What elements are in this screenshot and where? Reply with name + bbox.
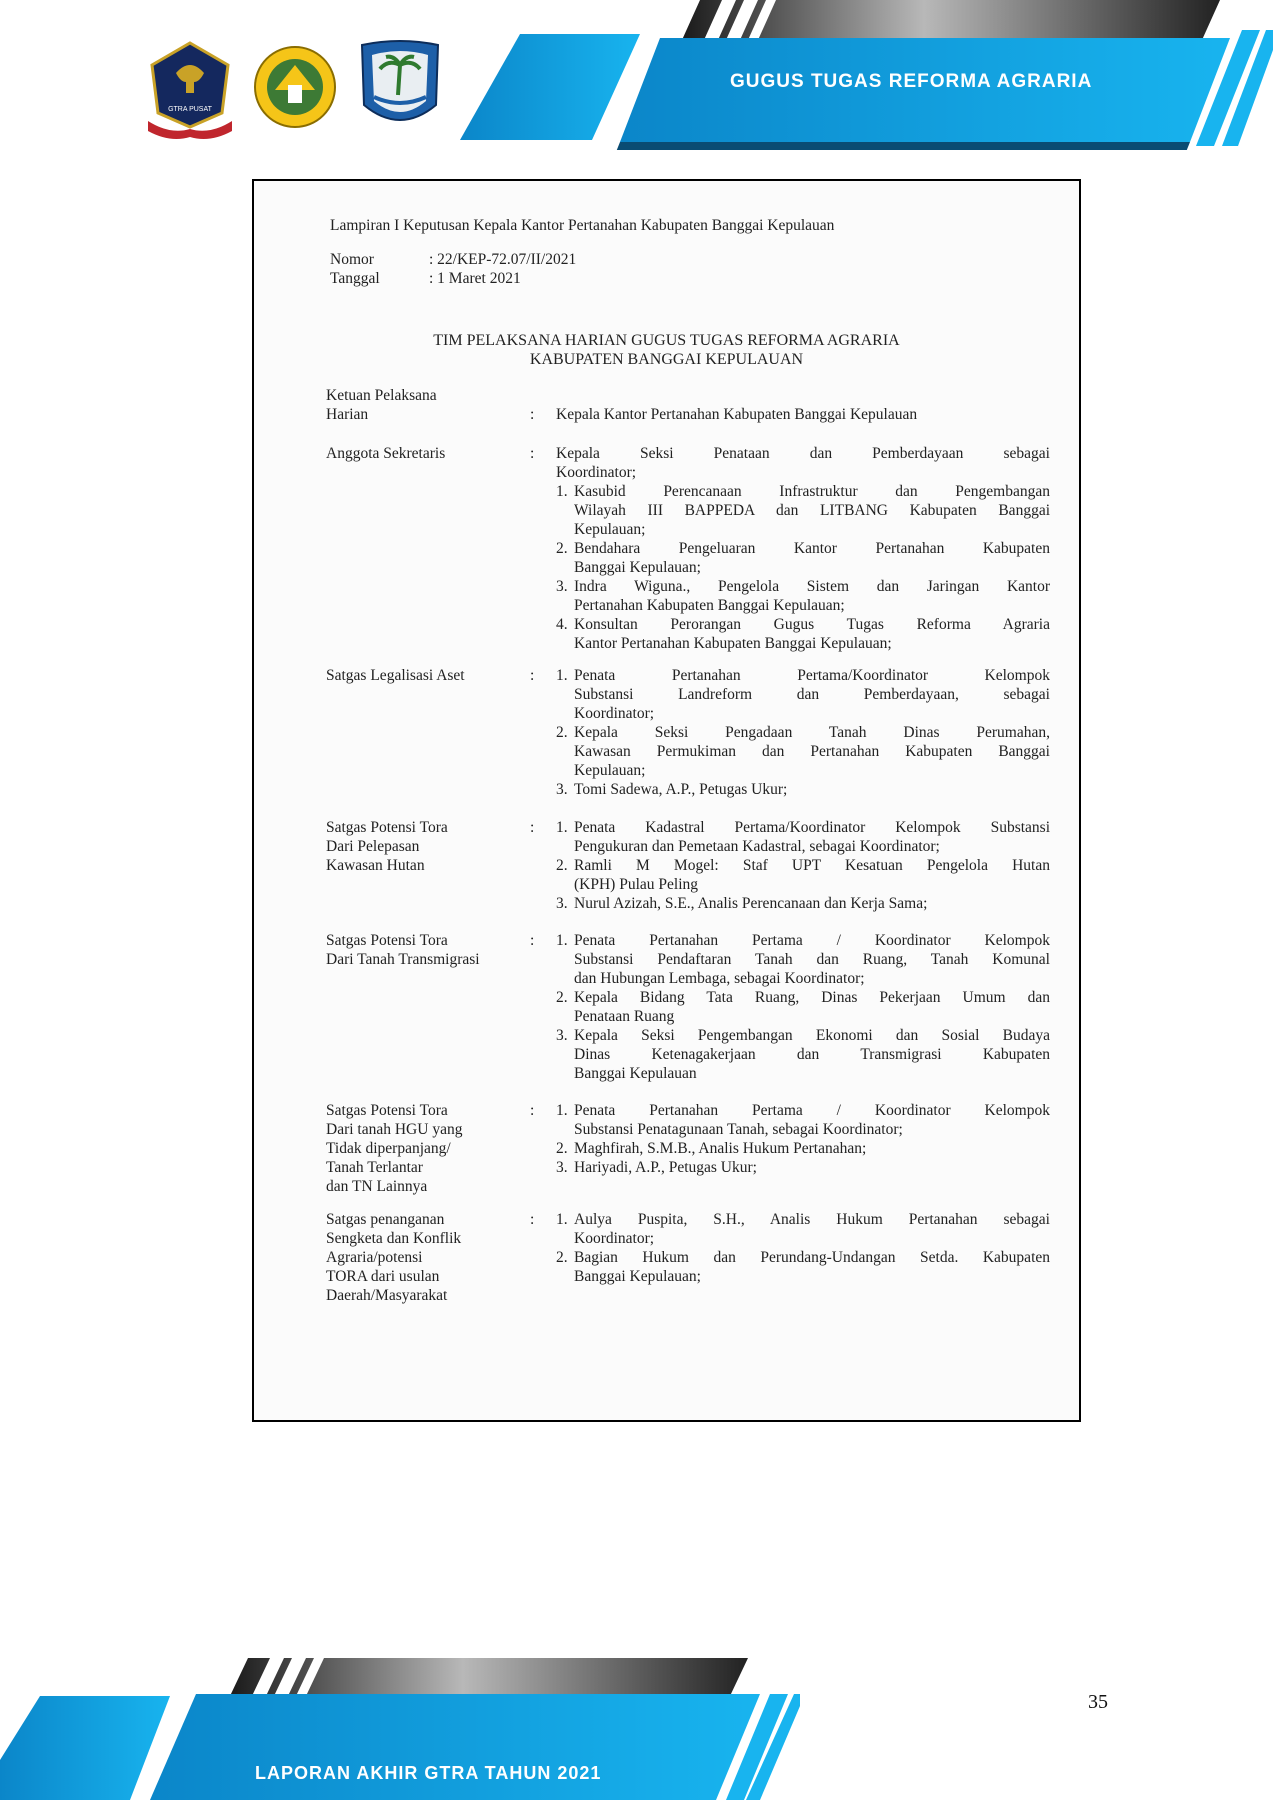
item-text: dan Hubungan Lembaga, sebagai Koordinator; — [574, 970, 865, 987]
section-label: Kawasan Hutan — [326, 857, 425, 874]
meta-label: Nomor — [330, 251, 374, 268]
item-text: Ramli M Mogel: Staf UPT Kesatuan Pengelola Hutan — [574, 857, 1050, 874]
item-number: 1. — [556, 1211, 568, 1228]
item-text: Kepala Seksi Pengembangan Ekonomi dan Sosial Budaya — [574, 1027, 1050, 1044]
section-separator: : — [530, 819, 535, 836]
item-text: Bagian Hukum dan Perundang-Undangan Setda. Kabupaten — [574, 1249, 1050, 1266]
gtra-pusat-logo — [148, 43, 232, 139]
section-label: dan TN Lainnya — [326, 1178, 428, 1195]
item-text: Kawasan Permukiman dan Pertanahan Kabupaten Banggai — [574, 743, 1050, 760]
item-text: Pertanahan Kabupaten Banggai Kepulauan; — [574, 597, 845, 614]
section-label: Agraria/potensi — [326, 1249, 423, 1266]
item-text: Aulya Puspita, S.H., Analis Hukum Pertanahan sebagai — [574, 1211, 1050, 1228]
item-text: Koordinator; — [556, 464, 637, 481]
item-text: Koordinator; — [574, 1230, 655, 1247]
item-text: Bendahara Pengeluaran Kantor Pertanahan Kabupaten — [574, 540, 1050, 557]
document-heading: TIM PELAKSANA HARIAN GUGUS TUGAS REFORMA AGRARIA — [433, 332, 900, 349]
item-text: Penata Pertanahan Pertama/Koordinator Kelompok — [574, 667, 1050, 684]
item-text: Pengukuran dan Pemetaan Kadastral, sebagai Koordinator; — [574, 838, 940, 855]
item-text: Penata Kadastral Pertama/Koordinator Kelompok Substansi — [574, 819, 1050, 836]
item-text: Banggai Kepulauan; — [574, 559, 701, 576]
meta-value: : 1 Maret 2021 — [429, 270, 521, 287]
section-label: Satgas Potensi Tora — [326, 819, 448, 836]
item-text: Substansi Penatagunaan Tanah, sebagai Koordinator; — [574, 1121, 903, 1138]
item-text: Penataan Ruang — [574, 1008, 675, 1025]
item-text: Kasubid Perencanaan Infrastruktur dan Pengembangan — [574, 483, 1050, 500]
item-number: 2. — [556, 857, 568, 874]
item-number: 3. — [556, 578, 568, 595]
section-label: Tanah Terlantar — [326, 1159, 423, 1176]
banggai-kepulauan-logo — [362, 41, 438, 120]
item-text: Dinas Ketenagakerjaan dan Transmigrasi Kabupaten — [574, 1046, 1050, 1063]
item-number: 2. — [556, 1249, 568, 1266]
item-text: Nurul Azizah, S.E., Analis Perencanaan dan Kerja Sama; — [574, 895, 928, 912]
attachment-line: Lampiran I Keputusan Kepala Kantor Pertanahan Kabupaten Banggai Kepulauan — [330, 217, 835, 234]
item-number: 2. — [556, 724, 568, 741]
section-label: Dari tanah HGU yang — [326, 1121, 463, 1138]
item-text: Substansi Pendaftaran Tanah dan Ruang, Tanah Komunal — [574, 951, 1050, 968]
section-label: Tidak diperpanjang/ — [326, 1140, 451, 1157]
item-number: 1. — [556, 1102, 568, 1119]
item-text: Maghfirah, S.M.B., Analis Hukum Pertanahan; — [574, 1140, 867, 1157]
item-text: Kepala Seksi Penataan dan Pemberdayaan sebagai — [556, 445, 1050, 462]
document-frame — [252, 179, 1081, 1422]
section-separator: : — [530, 406, 535, 423]
item-text: Banggai Kepulauan — [574, 1065, 697, 1082]
item-number: 2. — [556, 1140, 568, 1157]
section-separator: : — [530, 932, 535, 949]
section-label: Satgas Potensi Tora — [326, 932, 448, 949]
item-number: 2. — [556, 989, 568, 1006]
item-text: Kantor Pertanahan Kabupaten Banggai Kepulauan; — [574, 635, 892, 652]
section-separator: : — [530, 1211, 535, 1228]
item-number: 1. — [556, 667, 568, 684]
section-label: Dari Tanah Transmigrasi — [326, 951, 480, 968]
section-label: Anggota Sekretaris — [326, 445, 446, 462]
document-scan — [254, 181, 1079, 1420]
item-text: Penata Pertanahan Pertama / Koordinator Kelompok — [574, 932, 1050, 949]
section-label: Harian — [326, 406, 369, 423]
document-heading: KABUPATEN BANGGAI KEPULAUAN — [529, 351, 804, 368]
section-separator: : — [530, 445, 535, 462]
footer-title: LAPORAN AKHIR GTRA TAHUN 2021 — [255, 1763, 602, 1783]
item-number: 3. — [556, 1159, 568, 1176]
section-separator: : — [530, 667, 535, 684]
section-label: Satgas penanganan — [326, 1211, 445, 1228]
item-number: 1. — [556, 932, 568, 949]
section-label: Dari Pelepasan — [326, 838, 420, 855]
gtra-pusat-caption: GTRA PUSAT — [168, 106, 212, 113]
section-label: Daerah/Masyarakat — [326, 1287, 448, 1304]
header-logos — [140, 35, 460, 140]
item-text: Penata Pertanahan Pertama / Koordinator Kelompok — [574, 1102, 1050, 1119]
item-text: Koordinator; — [574, 705, 655, 722]
item-number: 1. — [556, 819, 568, 836]
item-number: 3. — [556, 1027, 568, 1044]
item-number: 4. — [556, 616, 568, 633]
item-text: Konsultan Perorangan Gugus Tugas Reforma Agraria — [574, 616, 1050, 633]
meta-value: : 22/KEP-72.07/II/2021 — [429, 251, 577, 268]
item-text: Substansi Landreform dan Pemberdayaan, sebagai — [574, 686, 1050, 703]
item-number: 3. — [556, 895, 568, 912]
item-text: Wilayah III BAPPEDA dan LITBANG Kabupaten Banggai — [574, 502, 1050, 519]
item-text: Kepala Bidang Tata Ruang, Dinas Pekerjaan Umum dan — [574, 989, 1050, 1006]
section-label: Satgas Potensi Tora — [326, 1102, 448, 1119]
item-text: Kepala Seksi Pengadaan Tanah Dinas Perumahan, — [574, 724, 1050, 741]
item-number: 1. — [556, 483, 568, 500]
item-text: (KPH) Pulau Peling — [574, 876, 698, 893]
item-text: Kepulauan; — [574, 521, 646, 538]
section-label: Sengketa dan Konflik — [326, 1230, 462, 1247]
section-label: Ketuan Pelaksana — [326, 387, 437, 404]
item-text: Indra Wiguna., Pengelola Sistem dan Jaringan Kantor — [574, 578, 1050, 595]
meta-label: Tanggal — [330, 270, 380, 287]
item-text: Tomi Sadewa, A.P., Petugas Ukur; — [574, 781, 788, 798]
section-label: TORA dari usulan — [326, 1268, 440, 1285]
section-separator: : — [530, 1102, 535, 1119]
item-text: Hariyadi, A.P., Petugas Ukur; — [574, 1159, 757, 1176]
section-label: Satgas Legalisasi Aset — [326, 667, 465, 684]
atr-bpn-logo — [255, 47, 335, 127]
header-title: GUGUS TUGAS REFORMA AGRARIA — [730, 71, 1093, 92]
item-number: 2. — [556, 540, 568, 557]
item-text: Kepulauan; — [574, 762, 646, 779]
item-number: 3. — [556, 781, 568, 798]
page-number: 35 — [1088, 1691, 1108, 1713]
item-text: Banggai Kepulauan; — [574, 1268, 701, 1285]
item-text: Kepala Kantor Pertanahan Kabupaten Banggai Kepulauan — [556, 406, 918, 423]
